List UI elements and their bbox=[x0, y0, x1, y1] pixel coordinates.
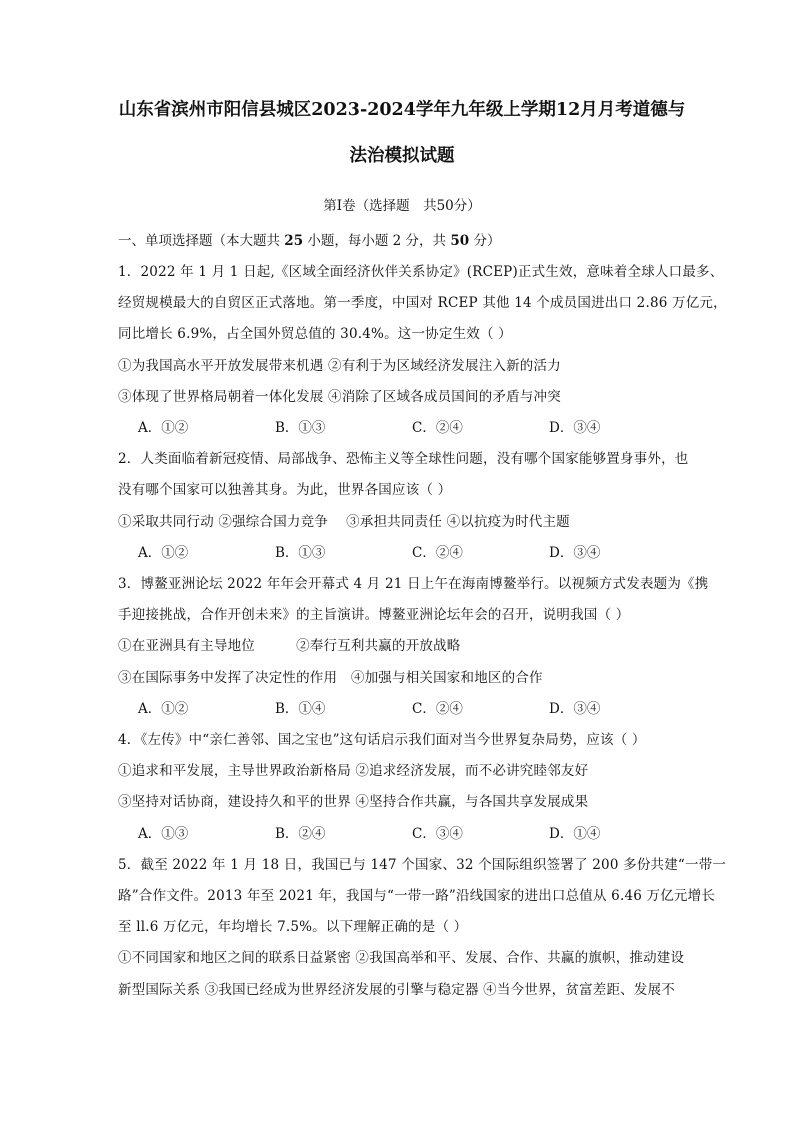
question-1 bbox=[118, 257, 727, 444]
answer-option: A．①② bbox=[138, 544, 189, 561]
question-text-line: 5．截至 2022 年 1 月 18 日，我国已与 147 个国家、32 个国际组织签署了 200 多份共建“一带一 bbox=[118, 856, 727, 873]
question-text-line: 3．博鳌亚洲论坛 2022 年年会开幕式 4 月 21 日上午在海南博鳌举行。以视频方式发表题为《携 bbox=[118, 576, 709, 593]
question-text-line: ①不同国家和地区之间的联系日益紧密 ②我国高举和平、发展、合作、共赢的旗帜，推动建设 bbox=[118, 950, 685, 967]
answer-options bbox=[118, 694, 686, 725]
question-list bbox=[118, 257, 727, 1006]
answer-option: C．②④ bbox=[412, 420, 463, 437]
question-4 bbox=[118, 725, 686, 850]
question-text-line: 1．2022 年 1 月 1 日起,《区域全面经济伙伴关系协定》(RCEP)正式生效，意味着全球人口最多、 bbox=[118, 264, 724, 280]
answer-option: C．②④ bbox=[412, 700, 463, 717]
answer-option: B．①④ bbox=[275, 700, 326, 717]
question-text-line: ③在国际事务中发挥了决定性的作用 ④加强与相关国家和地区的合作 bbox=[118, 669, 543, 686]
answer-option: D．③④ bbox=[549, 420, 601, 437]
question-5 bbox=[118, 850, 727, 1006]
question-text-line: ①在亚洲具有主导地位 ②奉行互利共赢的开放战略 bbox=[118, 638, 461, 655]
answer-option: C．③④ bbox=[412, 825, 463, 842]
answer-option: D．③④ bbox=[549, 700, 601, 717]
part-header bbox=[118, 226, 686, 257]
question-text-line: ③体现了世界格局朝着一体化发展 ④消除了区域各成员国间的矛盾与冲突 bbox=[118, 388, 561, 405]
answer-option: C．②④ bbox=[412, 544, 463, 561]
part-header-total: 50 bbox=[450, 233, 470, 249]
part-header-suffix: 分） bbox=[469, 233, 501, 249]
question-text-line: ①采取共同行动 ②强综合国力竞争 ③承担共同责任 ④以抗疫为时代主题 bbox=[118, 513, 570, 530]
question-text-line: 4．《左传》中“亲仁善邻、国之宝也”这句话启示我们面对当今世界复杂局势，应该（ ） bbox=[118, 732, 646, 749]
question-text-line: 至 ll.6 万亿元，年均增长 7.5%。以下理解正确的是（ ） bbox=[118, 919, 468, 936]
exam-title-line1: 山东省滨州市阳信县城区2023-2024学年九年级上学期12月月考道德与 bbox=[118, 100, 686, 120]
answer-option: D．③④ bbox=[549, 544, 601, 561]
exam-title-line2: 法治模拟试题 bbox=[349, 146, 455, 166]
question-2 bbox=[118, 444, 689, 569]
answer-option: A．①③ bbox=[138, 825, 189, 842]
question-text-line: ③坚持对话协商，建设持久和平的世界 ④坚持合作共赢，与各国共享发展成果 bbox=[118, 794, 589, 811]
question-text-line: 新型国际关系 ③我国已经成为世界经济发展的引擎与稳定器 ④当今世界，贫富差距、发展不 bbox=[118, 981, 675, 998]
part-header-prefix: 一、单项选择题（本大题共 bbox=[118, 233, 285, 249]
answer-option: D．①④ bbox=[549, 825, 601, 842]
part-header-mid: 小题，每小题 2 分，共 bbox=[303, 233, 451, 249]
section-title: 第Ⅰ卷（选择题 共50分） bbox=[323, 198, 481, 214]
answer-options bbox=[118, 413, 686, 444]
answer-option: B．①③ bbox=[275, 544, 326, 561]
answer-options bbox=[118, 819, 686, 850]
part-header-count: 25 bbox=[284, 233, 304, 249]
question-text-line: ①为我国高水平开放发展带来机遇 ②有利于为区域经济发展注入新的活力 bbox=[118, 357, 561, 374]
question-text-line: 经贸规模最大的自贸区正式落地。第一季度，中国对 RCEP 其他 14 个成员国进出口 2.86 万亿元， bbox=[118, 295, 727, 312]
question-text-line: 手迎接挑战，合作开创未来》的主旨演讲。博鳌亚洲论坛年会的召开，说明我国（ ） bbox=[118, 607, 630, 624]
answer-option: A．①② bbox=[138, 700, 189, 717]
question-text-line: 2．人类面临着新冠疫情、局部战争、恐怖主义等全球性问题，没有哪个国家能够置身事外，也 bbox=[118, 451, 689, 468]
answer-option: B．①③ bbox=[275, 420, 326, 437]
question-text-line: ①追求和平发展，主导世界政治新格局 ②追求经济发展，而不必讲究睦邻友好 bbox=[118, 763, 589, 780]
answer-option: A．①② bbox=[138, 420, 189, 437]
question-3 bbox=[118, 569, 709, 725]
answer-option: B．②④ bbox=[275, 825, 326, 842]
question-text-line: 没有哪个国家可以独善其身。为此，世界各国应该（ ） bbox=[118, 482, 452, 499]
answer-options bbox=[118, 538, 686, 569]
question-text-line: 同比增长 6.9%，占全国外贸总值的 30.4%。这一协定生效（ ） bbox=[118, 326, 512, 343]
question-text-line: 路”合作文件。2013 年至 2021 年，我国与“一带一路”沿线国家的进出口总值从 6.46 万亿元增长 bbox=[118, 888, 716, 905]
